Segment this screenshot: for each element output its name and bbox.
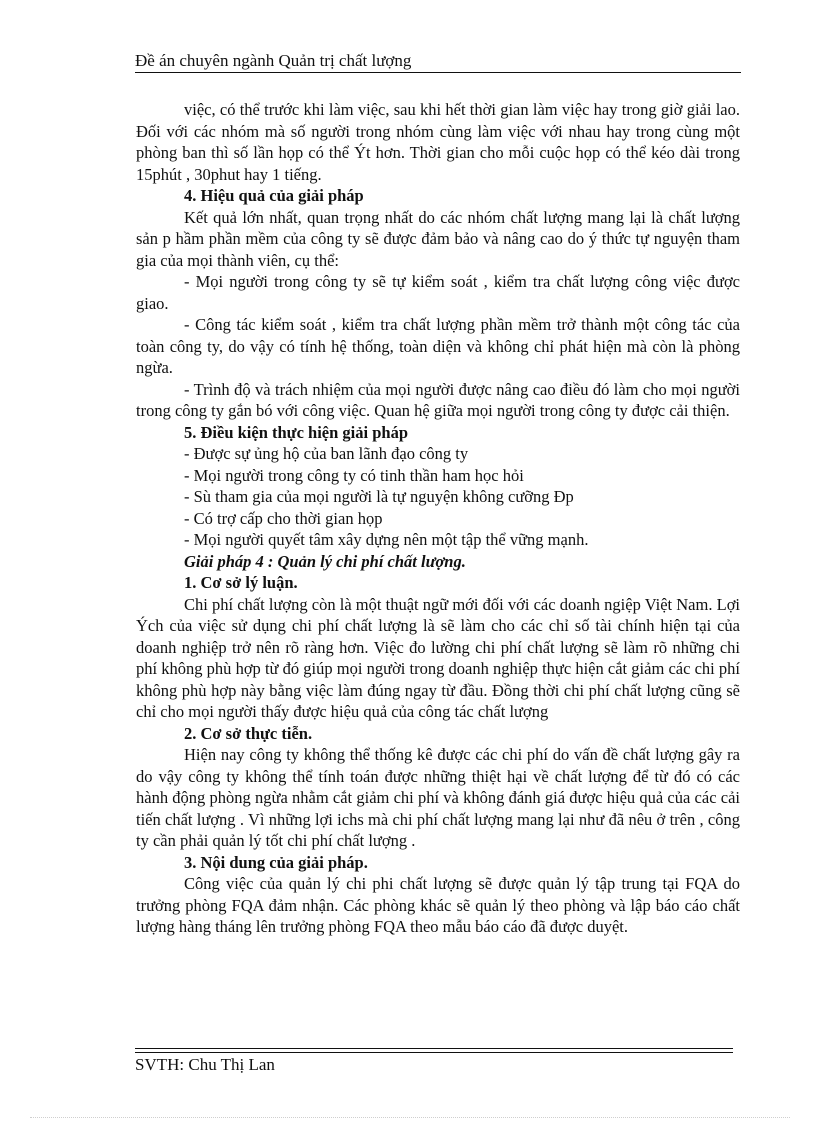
paragraph: việc, có thể trước khi làm việc, sau khi hết thời gian làm việc hay trong giờ giải lao. Đối với các nhóm mà số người trong nhóm cùng làm việc với nhau hay trong cùng một phòng ban thì số lần họp có thể Ýt hơn. Thời gian cho mỗi cuộc họp có thể kéo dài trong 15phút , 30phut hay 1 tiếng. <box>136 100 740 184</box>
section-heading: 1. Cơ sở lý luận. <box>184 573 298 592</box>
bullet-item: - Công tác kiểm soát , kiểm tra chất lượng phần mềm trở thành một công tác của toàn công ty, do vậy có tính hệ thống, toàn diện và không chỉ phát hiện mà còn là phòng ngừa. <box>136 315 740 377</box>
section-heading: 2. Cơ sở thực tiễn. <box>184 723 313 743</box>
footer-divider-inner <box>135 1052 733 1053</box>
paragraph: Hiện nay công ty không thể thống kê được các chi phí do vấn đề chất lượng gây ra do vậy công ty không thể tính toán được những thiệt hại về chất lượng để từ đó có các hành động phòng ngừa nhằm cắt giảm chi phí và không đánh giá được hiệu quả của các cải tiến chất lượng . Vì những lợi ichs mà chi phí chất lượng mang lại như đã nêu ở trên , công ty cần phải quản lý tốt chi phí chất lượng . <box>136 745 740 850</box>
paragraph: Kết quả lớn nhất, quan trọng nhất do các nhóm chất lượng mang lại là chất lượng sản p hầm phần mềm của công ty sẽ được đảm bảo và nâng cao do ý thức tự nguyện tham gia của mọi thành viên, cụ thể: <box>136 207 740 270</box>
bullet-item: - Trình độ và trách nhiệm của mọi người được nâng cao điều đó làm cho mọi người trong công ty gắn bó với công việc. Quan hệ giữa mọi người trong công ty được cải thiện. <box>136 379 740 420</box>
paragraph: Chi phí chất lượng còn là một thuật ngữ mới đối với các doanh ngiệp Việt Nam. Lợi Ých của việc sử dụng chi phí chất lượng là sẽ làm cho các chỉ số tài chính hiện tại của doanh nghiệp trở nên rõ ràng hơn. Việc đo lường chi phí chất lượng sẽ làm rõ những chi phí không phù hợp từ đó giúp mọi người trong doanh nghiệp thực hiện cắt giảm các chi phí không phù hợp này bằng việc làm đúng ngay từ đầu. Đồng thời chi phí chất lượng cũng sẽ chỉ cho mọi người thấy được hiệu quả của công tác chất lượng <box>136 594 740 721</box>
page-edge-dotted-line <box>30 1117 790 1118</box>
condition-item: - Sù tham gia của mọi người là tự nguyện không cưỡng Ðp <box>184 487 574 506</box>
section-heading: 3. Nội dung của giải pháp. <box>184 852 368 872</box>
condition-item: - Có trợ cấp cho thời gian họp <box>184 508 383 528</box>
condition-item: - Mọi người trong công ty có tinh thần ham học hỏi <box>184 465 524 485</box>
footer-divider <box>135 1048 733 1049</box>
condition-item: - Được sự ủng hộ của ban lãnh đạo công ty <box>184 444 469 463</box>
footer-author: SVTH: Chu Thị Lan <box>135 1055 275 1074</box>
section-heading: 4. Hiệu quả của giải pháp <box>184 186 364 205</box>
paragraph: Công việc của quản lý chi phi chất lượng sẽ được quản lý tập trung tại FQA do trưởng phòng FQA đảm nhận. Các phòng khác sẽ quản lý theo phòng và lập báo cáo chất lượng hàng tháng lên trưởng phòng FQA theo mẫu báo cáo đã được duyệt. <box>136 874 740 936</box>
condition-item: - Mọi người quyết tâm xây dựng nên một tập thể vững mạnh. <box>184 530 589 549</box>
document-body <box>136 99 740 938</box>
page-header-title: Đề án chuyên ngành Quản trị chất lượng <box>135 51 412 70</box>
solution-heading: Giải pháp 4 : Quản lý chi phí chất lượng. <box>184 551 466 571</box>
header-divider <box>135 72 741 73</box>
section-heading: 5. Điều kiện thực hiện giải pháp <box>184 422 408 442</box>
bullet-item: - Mọi người trong công ty sẽ tự kiểm soát , kiểm tra chất lượng công việc được giao. <box>136 272 740 313</box>
